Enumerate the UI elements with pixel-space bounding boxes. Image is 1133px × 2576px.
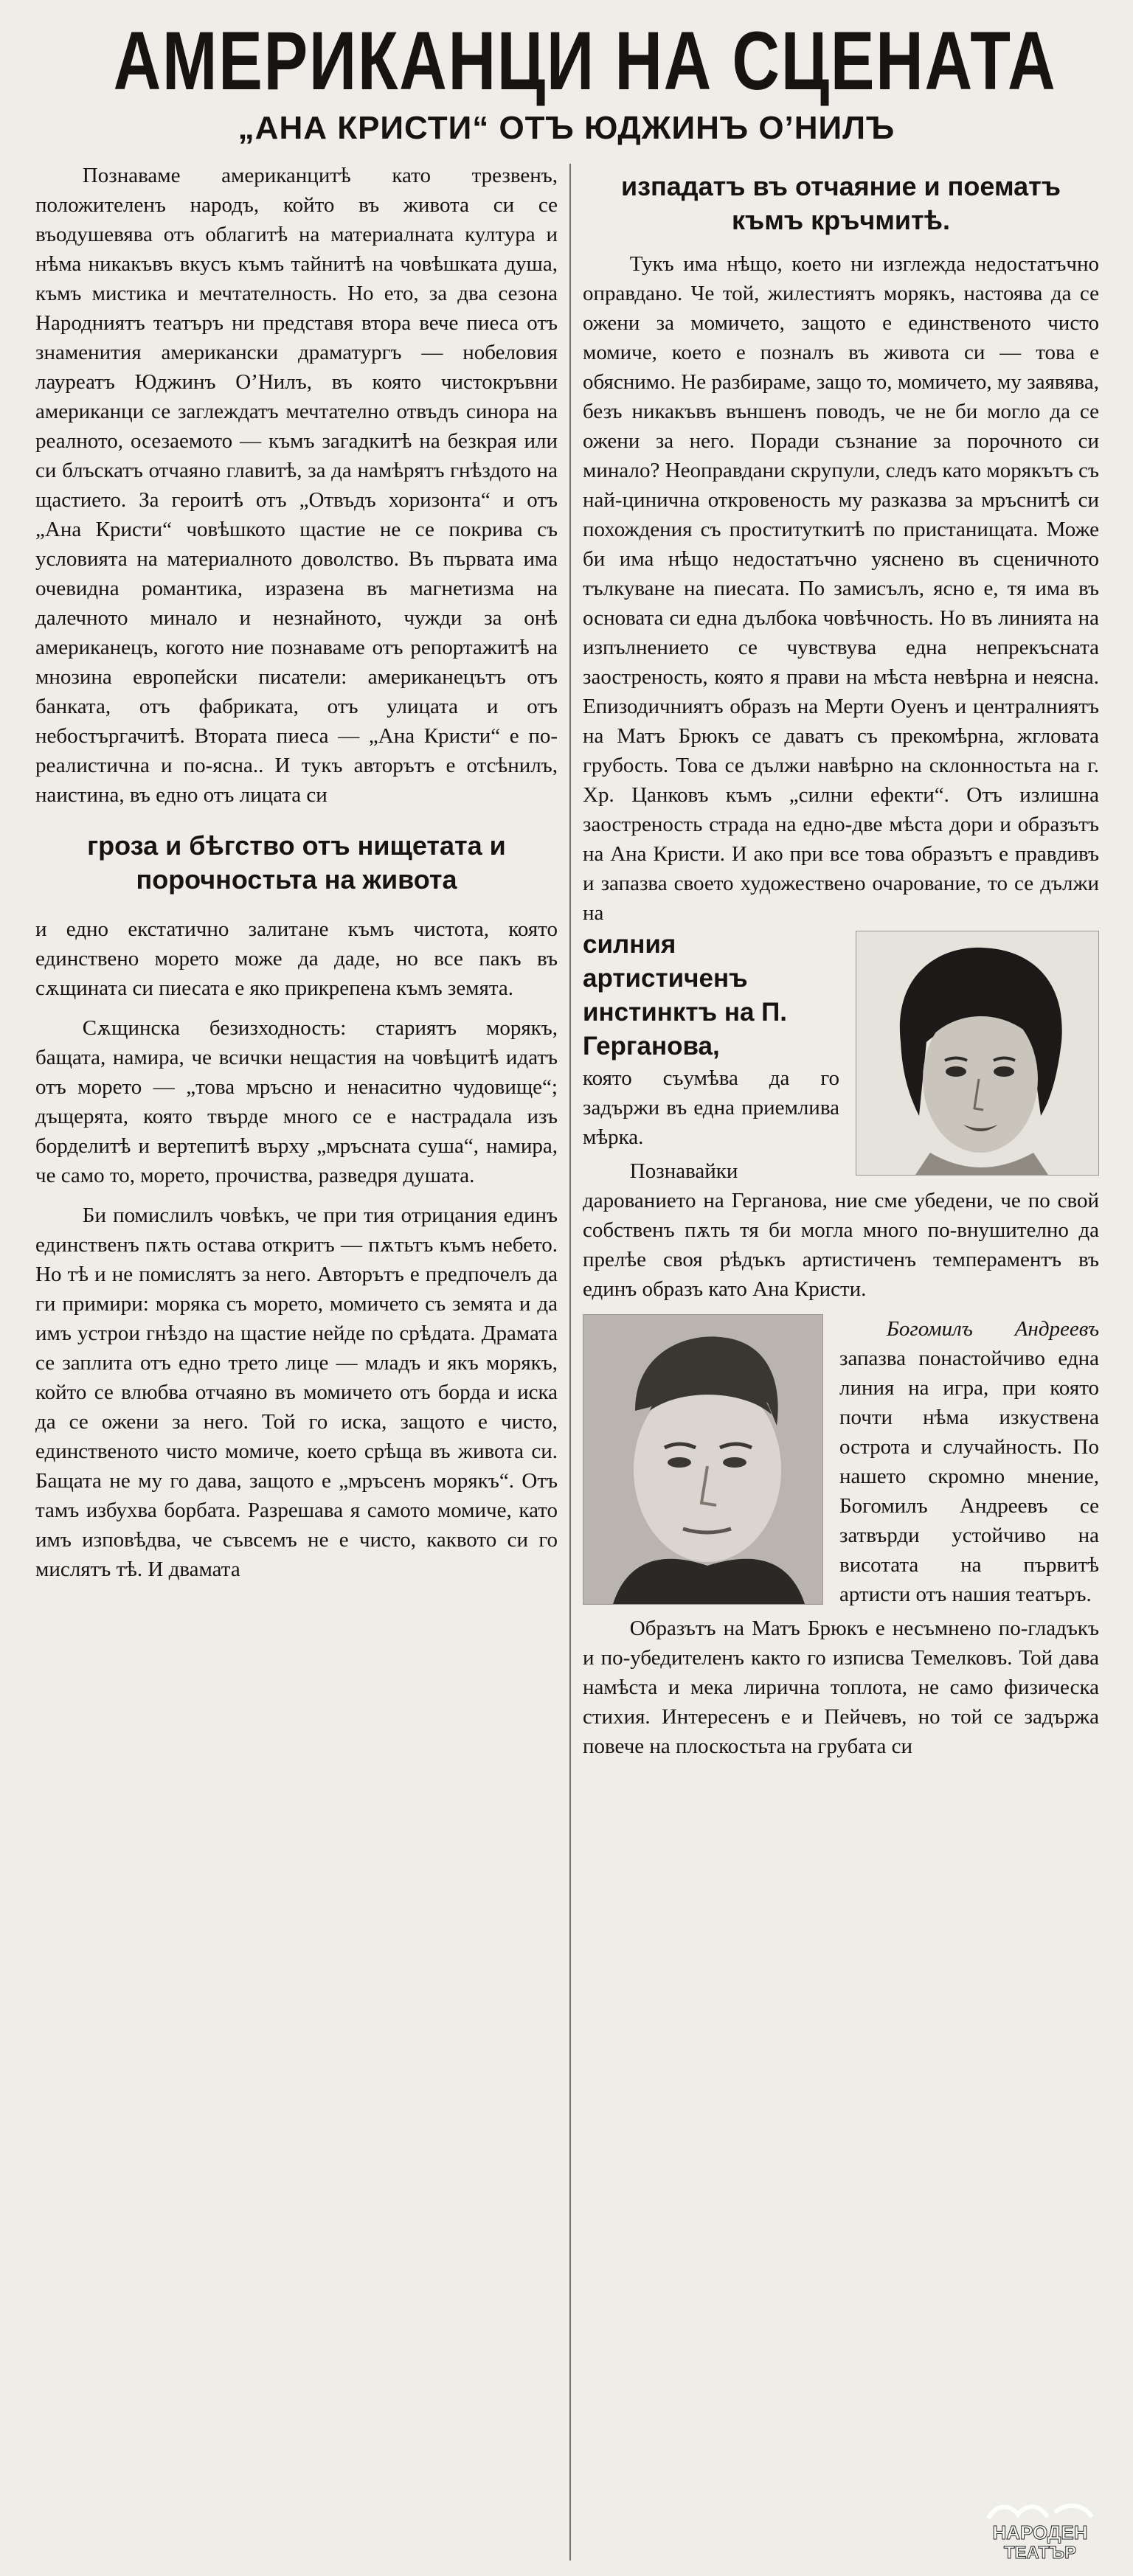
- paragraph: и едно екстатично залитане къмъ чистота, която единствено морето може да даде, но все пакъ въ сѫщината си пиесата е яко прикрепена къмъ земята.: [35, 917, 558, 1000]
- section-heading: гроза и бѣгство отъ нищетата и порочностьта на живота: [87, 830, 506, 895]
- paragraph: Образътъ на Матъ Брюкъ е несъмнено по-гладъкъ и по-убедителенъ както го изписва Темелковъ. Той дава намѣста и мека лирична топлота, не само физическа стихия. Интересенъ е и Пейчевъ, но той се задържа повече на плоскостьта на грубата си: [583, 1617, 1099, 1758]
- section-heading: изпадатъ въ отчаяние и поематъ къмъ кръчмитѣ.: [620, 171, 1061, 235]
- paragraph: Тукъ има нѣщо, което ни изглежда недостатъчно оправдано. Че той, жилестиятъ морякъ, настоява да се ожени за момичето, защото е единственото чисто момиче, което е позналъ въ живота си — това е обяснимо. Не разбираме, защо то, момичето, му заявява, безъ никакъвъ външенъ поводъ, че не би могло да се ожени за него. Поради съзнание за порочното си минало? Неоправдани скрупули, следъ като морякътъ съ най-цинична откровеность му разказва за мръснитѣ си похождения съ проституткитѣ по пристанищата. Може би има нѣщо недостатъчно уяснено въ сценичното тълкуване на пиесата. По замисълъ, ясно е, тя има въ основата си една дълбока човѣчность. Но въ линията на изпълнението се чувствува една непрекъсната заостреность, която я прави на мѣста невѣрна и неясна. Епизодичниятъ образъ на Мерти Оуенъ и централниятъ на Матъ Брюкъ се даватъ съ прекомѣрна, жгловата грубость. Това се дължи навѣрно на склонностьта на г. Хр. Цанковъ къмъ „силни ефекти“. Отъ излишна заостреность страда на едно-две мѣста дори и образътъ на Ана Кристи. И ако при все това образътъ е правдивъ и запазва своето художествено очарование, то се дължи на: [583, 252, 1099, 925]
- actor-name: Богомилъ Андреевъ: [886, 1317, 1099, 1341]
- narodni-teatar-watermark-logo: [966, 2496, 1114, 2563]
- actor-portrait-photo: [583, 1314, 823, 1605]
- portrait-image: [583, 1315, 822, 1604]
- paragraph: която съумѣва да го задържи въ една приемлива мѣрка.: [583, 1066, 839, 1149]
- article-title: АМЕРИКАНЦИ НА СЦЕНАТА: [113, 15, 1057, 107]
- section-heading: силния артистиченъ инстинктъ на П. Герганова,: [583, 930, 788, 1060]
- watermark-line2: ТЕАТЪР: [1003, 2543, 1077, 2563]
- actress-portrait-photo: [856, 931, 1099, 1176]
- paragraph: Познаваме американцитѣ като трезвенъ, положителенъ народъ, който въ живота си се въодушевява отъ облагитѣ на материалната култура и нѣма никакъвъ вкусъ къмъ тайнитѣ на човѣшката душа, къмъ мистика и мечтателность. Но ето, за два сезона Народниятъ театъръ ни представя втора вече пиеса отъ знаменития американски драматургъ — нобеловия лауреатъ Юджинъ О’Нилъ, въ която чистокръвни американци се заглеждатъ мечтателно отвъдъ синора на реалното, осезаемото — къмъ загадкитѣ на безкрая или си блъскатъ отчаяно главитѣ, за да намѣрятъ гнѣздото на щастието. За героитѣ отъ „Отвъдъ хоризонта“ и отъ „Ана Кристи“ човѣшкото щастие не се покрива съ условията на материалното доволство. Въ първата има очевидна романтика, изразена въ магнетизма на далечното минало и незнайното, чужди за онѣ американецъ, когото ние познаваме отъ репортажитѣ на мнозина европейски писатели: американецътъ отъ банката, отъ фабриката, отъ улицата и отъ небостъргачитѣ. Втората пиеса — „Ана Кристи“ е по-реалистична и по-ясна.. И тукъ авторътъ е отсѣнилъ, наистина, въ едно отъ лицата си: [35, 164, 558, 807]
- paragraph: Би помислилъ човѣкъ, че при тия отрицания единъ единственъ пѫть остава откритъ — пѫтьтъ къмъ небето. Но тѣ и не помислятъ за него. Авторътъ е предпочелъ да ги примири: моряка съ морето, момичето съ земята и да имъ устрои гнѣздо на щастие нейде по срѣдата. Драмата се заплита отъ едно трето лице — младъ и якъ морякъ, който се влюбва отчаяно въ момичето отъ борда и иска да се ожени за него. Той го иска, защото е чисто, единственото чисто момиче, което срѣща въ живота си. Бащата не му го дава, защото е „мръсенъ морякъ“. Отъ тамъ избухва борбата. Разрешава я самото момиче, като имъ изповѣдва, че съвсемъ не е чисто, каквото си го мислятъ тѣ. И двамата: [35, 1204, 558, 1581]
- portrait-image: [856, 931, 1098, 1175]
- article-subtitle: „АНА КРИСТИ“ ОТЪ ЮДЖИНЪ О’НИЛЪ: [238, 110, 895, 146]
- watermark-line1: НАРОДЕН: [992, 2521, 1088, 2544]
- column-divider: [569, 164, 571, 2561]
- left-column: [35, 161, 558, 2561]
- paragraph: Сѫщинска безизходность: стариятъ морякъ, бащата, намира, че всички нещастия на човѣцитѣ идатъ отъ морето — „това мръсно и ненаситно чудовище“; дъщерята, която твърде много се е настрадала изъ борделитѣ и вертепитѣ върху „мръсната суша“, намира, че само то, морето, прочиства, разведря душата.: [35, 1016, 558, 1187]
- paragraph: Познавайки дарованието на Герганова, ние сме убедени, че по свой собственъ пѫть тя би могла много по-внушително да прелѣе своя рѣдъкъ артистиченъ темпераментъ въ единъ образъ като Ана Кристи.: [583, 1159, 1099, 1301]
- right-column: [583, 170, 1099, 2563]
- paragraph-text: запазва понастойчиво една линия на игра, при която почти нѣма изкуствена острота и случайность. По нашето скромно мнение, Богомилъ Андреевъ се затвърди устойчиво на висотата на първитѣ артисти отъ нашия театъръ.: [839, 1347, 1099, 1606]
